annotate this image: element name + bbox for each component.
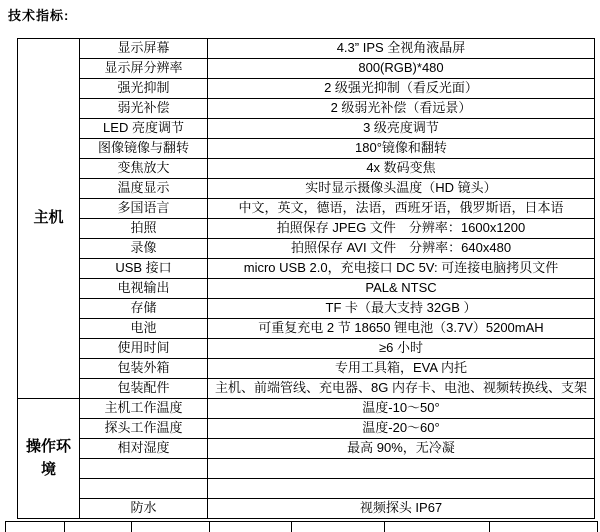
param-cell	[80, 459, 208, 479]
param-cell: 多国语言	[80, 199, 208, 219]
param-cell: 录像	[80, 239, 208, 259]
value-cell: 主机、前端管线、充电器、8G 内存卡、电池、视频转换线、支架	[208, 379, 595, 399]
table-row	[18, 299, 595, 319]
value-cell: 4.3” IPS 全视角液晶屏	[208, 39, 595, 59]
param-cell	[80, 479, 208, 499]
table-row	[18, 279, 595, 299]
param-cell: USB 接口	[80, 259, 208, 279]
value-cell: 800(RGB)*480	[208, 59, 595, 79]
param-cell: 主机工作温度	[80, 399, 208, 419]
table-row	[18, 459, 595, 479]
table-row	[18, 99, 595, 119]
param-cell: 电池	[80, 319, 208, 339]
table-row	[18, 439, 595, 459]
table-row	[18, 399, 595, 419]
value-cell	[208, 479, 595, 499]
param-cell: 温度显示	[80, 179, 208, 199]
table-row	[18, 479, 595, 499]
table-row	[18, 359, 595, 379]
param-cell: 变焦放大	[80, 159, 208, 179]
category-cell: 操作环境	[18, 399, 80, 519]
table-row	[18, 159, 595, 179]
param-cell: 强光抑制	[80, 79, 208, 99]
value-cell	[208, 459, 595, 479]
value-cell: 实时显示摄像头温度（HD 镜头）	[208, 179, 595, 199]
value-cell: 中文，英文，德语，法语，西班牙语，俄罗斯语，日本语	[208, 199, 595, 219]
param-cell: 图像镜像与翻转	[80, 139, 208, 159]
value-cell: 180°镜像和翻转	[208, 139, 595, 159]
value-cell: 专用工具箱，EVA 内托	[208, 359, 595, 379]
value-cell: ≥6 小时	[208, 339, 595, 359]
value-cell: 4x 数码变焦	[208, 159, 595, 179]
value-cell: 温度-20～60°	[208, 419, 595, 439]
param-cell: 使用时间	[80, 339, 208, 359]
param-cell: LED 亮度调节	[80, 119, 208, 139]
table-row	[18, 239, 595, 259]
table-row	[18, 419, 595, 439]
spec-table	[17, 38, 595, 519]
param-cell: 显示屏分辨率	[80, 59, 208, 79]
value-cell: micro USB 2.0，充电接口 DC 5V: 可连接电脑拷贝文件	[208, 259, 595, 279]
value-cell: PAL& NTSC	[208, 279, 595, 299]
value-cell: 拍照保存 AVI 文件 分辨率：640x480	[208, 239, 595, 259]
value-cell: 可重复充电 2 节 18650 锂电池（3.7V）5200mAH	[208, 319, 595, 339]
table-row	[18, 259, 595, 279]
table-row	[18, 119, 595, 139]
param-cell: 防水	[80, 499, 208, 519]
param-cell: 拍照	[80, 219, 208, 239]
value-cell: 最高 90%，无冷凝	[208, 439, 595, 459]
table-row	[18, 219, 595, 239]
param-cell: 存储	[80, 299, 208, 319]
value-cell: 3 级亮度调节	[208, 119, 595, 139]
value-cell: 温度-10～50°	[208, 399, 595, 419]
table-row	[18, 379, 595, 399]
param-cell: 弱光补偿	[80, 99, 208, 119]
param-cell: 探头工作温度	[80, 419, 208, 439]
table-row	[18, 59, 595, 79]
table-row	[18, 139, 595, 159]
value-cell: 2 级弱光补偿（看远景）	[208, 99, 595, 119]
param-cell: 包装配件	[80, 379, 208, 399]
table-row	[18, 339, 595, 359]
table-row	[18, 79, 595, 99]
table-row	[18, 179, 595, 199]
param-cell: 电视输出	[80, 279, 208, 299]
value-cell: 拍照保存 JPEG 文件 分辨率：1600x1200	[208, 219, 595, 239]
table-row	[18, 199, 595, 219]
table-row	[18, 319, 595, 339]
param-cell: 相对湿度	[80, 439, 208, 459]
table-row	[18, 499, 595, 519]
value-cell: 2 级强光抑制（看反光面）	[208, 79, 595, 99]
category-cell: 主机	[18, 39, 80, 399]
page-title: 技术指标:	[8, 8, 70, 23]
param-cell: 包装外箱	[80, 359, 208, 379]
table-row	[18, 39, 595, 59]
value-cell: TF 卡（最大支持 32GB ）	[208, 299, 595, 319]
spec-table-body	[18, 39, 595, 519]
value-cell: 视频探头 IP67	[208, 499, 595, 519]
param-cell: 显示屏幕	[80, 39, 208, 59]
bottom-table-fragment	[5, 521, 598, 532]
